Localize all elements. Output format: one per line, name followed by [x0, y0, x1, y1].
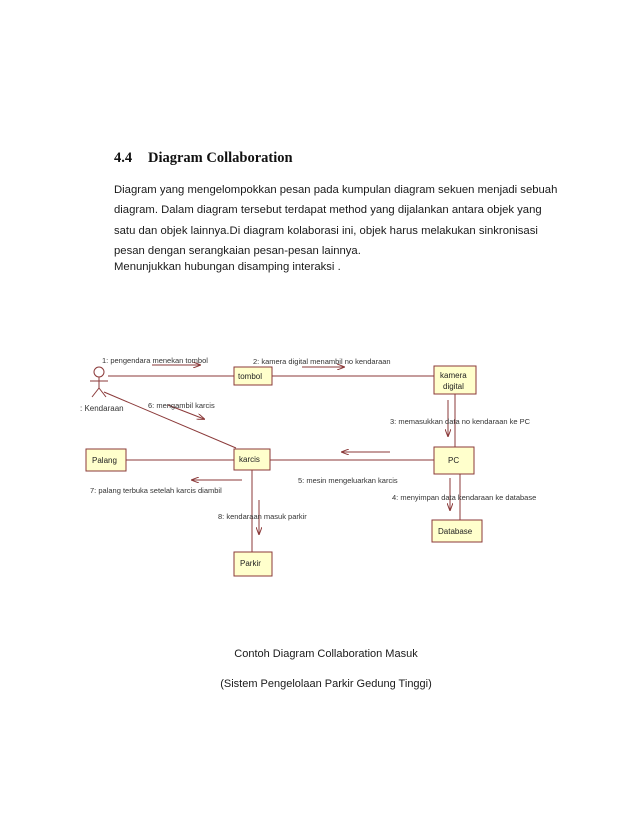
- object-palang: [86, 449, 126, 471]
- paragraph-line: Diagram yang mengelompokkan pesan pada kumpulan diagram sekuen menjadi sebuah: [114, 184, 558, 196]
- body-paragraph-2: Menunjukkan hubungan disamping interaksi .: [114, 261, 341, 273]
- object-tombol-label: tombol: [238, 372, 263, 381]
- paragraph-line: pesan dengan serangkaian pesan-pesan lainnya.: [114, 244, 361, 257]
- message-1-label: 1: pengendara menekan tombol: [102, 356, 208, 365]
- section-title: Diagram Collaboration: [148, 150, 293, 166]
- object-pc-label: PC: [448, 456, 460, 465]
- object-database: [432, 520, 482, 542]
- object-parkir-label: Parkir: [240, 559, 261, 568]
- figure-caption: Contoh Diagram Collaboration Masuk: [234, 648, 418, 660]
- message-3-label: 3: memasukkan data no kendaraan ke PC: [390, 417, 531, 426]
- message-5-label: 5: mesin mengeluarkan karcis: [298, 476, 398, 485]
- message-8-label: 8: kendaraan masuk parkir: [218, 512, 307, 521]
- object-database-label: Database: [438, 527, 473, 536]
- object-pc: [434, 447, 474, 474]
- object-digital-label: digital: [443, 382, 464, 391]
- object-kamera-digital: [434, 366, 476, 394]
- paragraph-line: satu dan objek lainnya.Di diagram kolaborasi ini, objek harus melakukan sinkronisasi: [114, 224, 538, 237]
- message-6-label: 6: mengambil karcis: [148, 401, 215, 410]
- message-4-label: 4: menyimpan data kendaraan ke database: [392, 493, 537, 502]
- object-parkir: [234, 552, 272, 576]
- section-heading: [114, 150, 293, 167]
- message-7-label: 7: palang terbuka setelah karcis diambil: [90, 486, 222, 495]
- object-karcis: [234, 449, 270, 470]
- section-number: 4.4: [114, 150, 133, 166]
- object-karcis-label: karcis: [239, 455, 260, 464]
- paragraph-line: diagram. Dalam diagram tersebut terdapat method yang dijalankan antara objek yang: [114, 204, 542, 217]
- actor-label: : Kendaraan: [80, 404, 124, 413]
- body-paragraph: [114, 180, 584, 261]
- figure-subcaption: (Sistem Pengelolaan Parkir Gedung Tinggi): [220, 678, 432, 690]
- object-kamera-label: kamera: [440, 371, 467, 380]
- object-palang-label: Palang: [92, 456, 117, 465]
- object-tombol: [234, 367, 272, 385]
- message-2-label: 2: kamera digital menambil no kendaraan: [253, 357, 391, 366]
- collaboration-diagram: [72, 350, 562, 585]
- message-arrows: [152, 365, 450, 534]
